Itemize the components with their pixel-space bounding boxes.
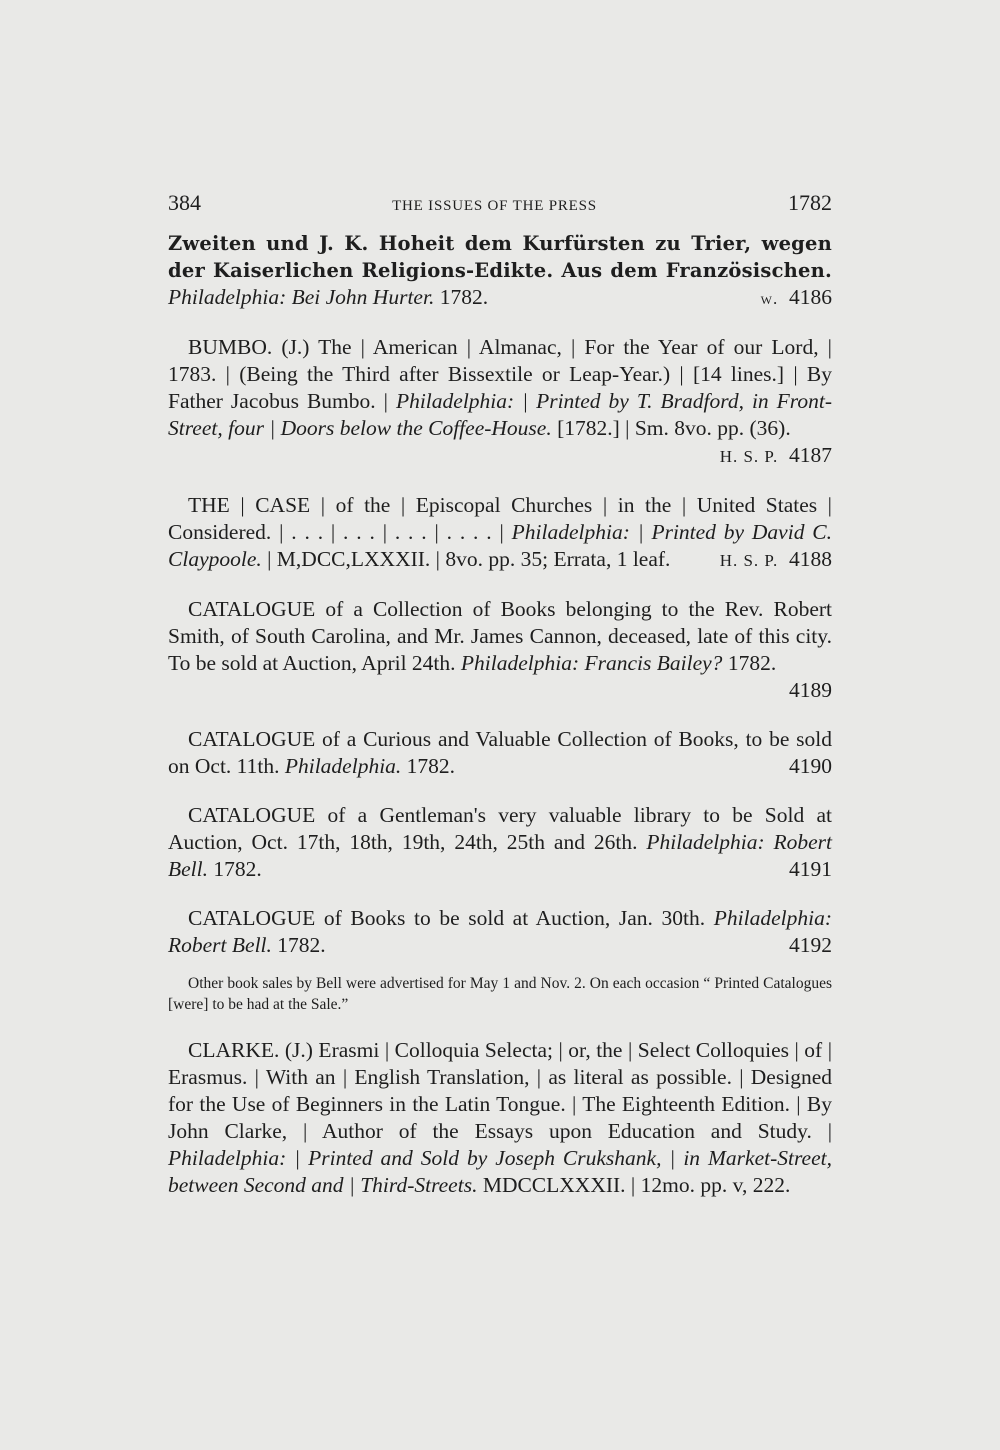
entry-ref-number [700, 546, 832, 574]
entry-tail: 1782. [727, 651, 777, 675]
entry-number: 4191 [789, 857, 832, 881]
entry-number: 4188 [789, 547, 832, 571]
page-number: 384 [168, 190, 201, 215]
entry-lead: CATALOGUE of Books to be sold at Auction, Jan. 30th. [188, 906, 706, 930]
running-title: THE ISSUES OF THE PRESS [392, 198, 597, 214]
entry-imprint: Philadelphia: Bei John Hurter. [168, 285, 435, 309]
entry-imprint: Philadelphia: | Printed by T. Bradford, in Front-Street, four | Doors below the Coffee-House. [168, 389, 832, 440]
header-year: 1782 [788, 190, 832, 215]
entry-tail: MDCCLXXXII. | 12mo. pp. v, 222. [482, 1173, 791, 1197]
entry-ref: H. S. P. [719, 551, 779, 570]
entry-4191 [168, 802, 832, 883]
entry-imprint: Philadelphia: Francis Bailey? [460, 651, 723, 675]
entry-imprint: Philadelphia: Robert Bell. [168, 906, 832, 957]
entry-4192 [168, 905, 832, 959]
entry-clarke [168, 1037, 832, 1199]
entry-number: 4187 [789, 443, 832, 467]
entry-4187 [168, 334, 832, 470]
entry-number: 4189 [789, 678, 832, 702]
entry-4190 [168, 726, 832, 780]
text-column [168, 190, 832, 1221]
entry-4186 [168, 230, 832, 312]
entry-imprint: Philadelphia. [284, 754, 402, 778]
running-header [168, 190, 832, 216]
entry-imprint: Philadelphia: | Printed by David C. Claypoole. [168, 520, 832, 571]
entry-ref-number [761, 284, 832, 312]
entry-ref: w. [760, 289, 779, 308]
entry-imprint: Philadelphia: Robert Bell. [168, 830, 833, 881]
entry-lead: THE | CASE | of the | Episcopal Churches | in the | United States | Considered. | . . . | . . . | . . . | . . . . | [168, 493, 832, 544]
entry-tail: 1782. [213, 857, 262, 881]
entry-lead: CATALOGUE of a Collection of Books belonging to the Rev. Robert Smith, of South Carolina, and Mr. James Cannon, deceased, late of this city. To be sold at Auction, April 24th. [168, 597, 832, 675]
entry-german-text: Zweiten und J. K. Hoheit dem Kurfürsten zu Trier, wegen der Kaiserlichen Religions-Edikte. Aus dem Französischen. [168, 232, 832, 282]
entry-4189 [168, 596, 832, 704]
entry-lead: BUMBO. (J.) The | American | Almanac, | For the Year of our Lord, | 1783. | (Being the Third after Bissextile or Leap-Year.) | [14 lines.] | By Father Jacobus Bumbo. | [168, 335, 832, 413]
entry-lead: CLARKE. (J.) Erasmi | Colloquia Selecta; | or, the | Select Colloquies | of | Erasmus. | With an | English Translation, | as literal as possible. | Designed for the Use of Beginners in the Latin Tongue. | The Eighteenth Edition. | By John Clarke, | Author of the Essays upon Education and Study. | [168, 1038, 832, 1143]
entry-tail: | M,DCC,LXXXII. | 8vo. pp. 35; Errata, 1 leaf. [267, 547, 671, 571]
entry-imprint: Philadelphia: | Printed and Sold by Joseph Crukshank, | in Market-Street, between Second and | Third-Streets. [168, 1146, 832, 1197]
entry-number: 4192 [789, 933, 832, 957]
footnote-note: Other book sales by Bell were advertised for May 1 and Nov. 2. On each occasion “ Printed Catalogues [were] to be had at the Sale.” [168, 975, 832, 1013]
entry-date: 1782. [439, 285, 489, 309]
entry-number: 4190 [789, 754, 832, 778]
entry-number: 4186 [789, 285, 832, 309]
entry-lead: CATALOGUE of a Curious and Valuable Collection of Books, to be sold on Oct. 11th. [168, 727, 832, 778]
entry-tail: 1782. [406, 754, 456, 778]
entry-4188 [168, 492, 832, 574]
entry-lead: CATALOGUE of a Gentleman's very valuable library to be Sold at Auction, Oct. 17th, 18th, 19th, 24th, 25th and 26th. [168, 803, 832, 854]
entry-ref-number [700, 442, 832, 470]
entry-tail: 1782. [277, 933, 326, 957]
entry-ref: H. S. P. [719, 447, 779, 466]
entry-tail: [1782.] | Sm. 8vo. pp. (36). [557, 416, 791, 440]
